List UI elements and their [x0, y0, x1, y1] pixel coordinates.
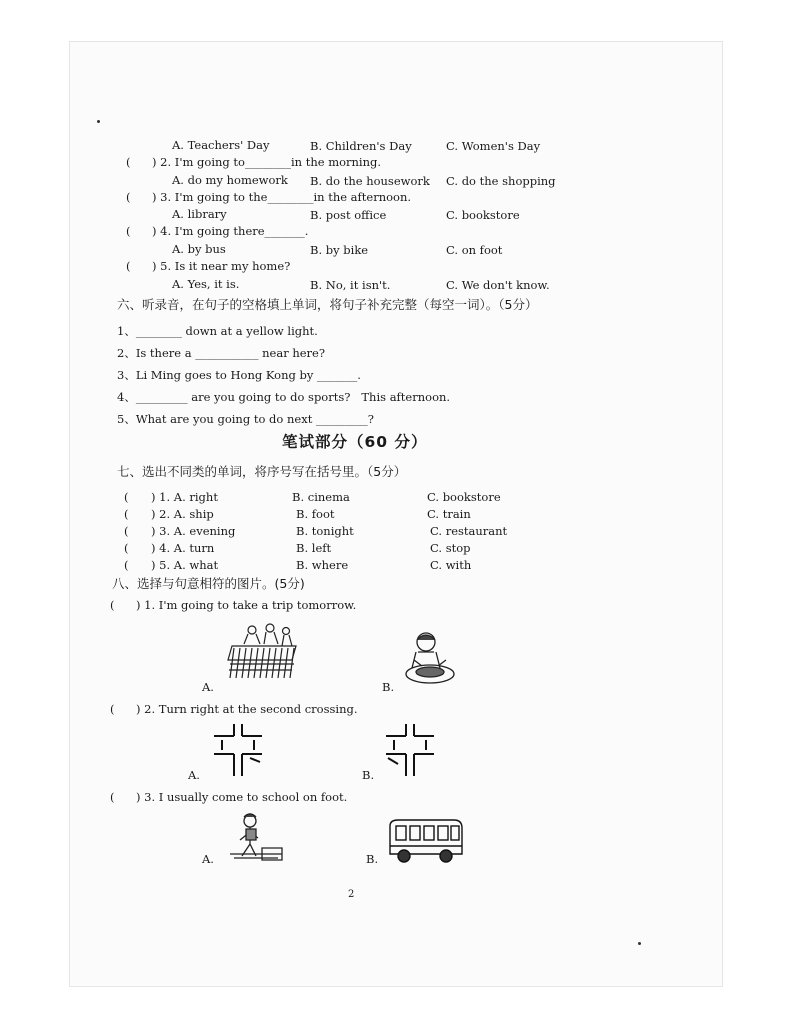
- q5-text: ) 5. Is it near my home?: [152, 259, 291, 273]
- section6-item-3: 3、Li Ming goes to Hong Kong by _______.: [117, 368, 361, 382]
- s8-q3-label-a: A.: [202, 852, 214, 866]
- s8-q3-paren[interactable]: (: [110, 790, 115, 804]
- walking-child-picture: [226, 812, 284, 864]
- q3-option-a: A. library: [172, 207, 227, 221]
- s7-row4-a: ) 4. A. turn: [151, 541, 215, 555]
- bike-riders-picture: [226, 620, 302, 680]
- section6-item-4: 4、_________ are you going to do sports? This afternoon.: [117, 390, 451, 404]
- crossing-map-picture: [212, 722, 264, 778]
- school-bus-picture: [386, 816, 464, 866]
- section6-heading: 六、听录音，在句子的空格填上单词，将句子补充完整（每空一词）。（5分）: [117, 297, 538, 312]
- s8-q2-label-b: B.: [362, 768, 375, 782]
- q2-paren[interactable]: (: [126, 155, 131, 169]
- s7-row3-c: C. restaurant: [430, 524, 508, 538]
- s8-q2-paren[interactable]: (: [110, 702, 115, 716]
- q4-paren[interactable]: (: [126, 224, 131, 238]
- section6-item-5: 5、What are you going to do next _________?: [117, 412, 374, 426]
- q4-option-c: C. on foot: [446, 243, 503, 257]
- q1-option-c: C. Women's Day: [446, 139, 541, 153]
- s7-row5-paren[interactable]: (: [124, 558, 129, 572]
- crossing-map-picture-b: [384, 722, 436, 778]
- q3-paren[interactable]: (: [126, 190, 131, 204]
- s7-row1-a: ) 1. A. right: [151, 490, 218, 504]
- s8-q3-text: ) 3. I usually come to school on foot.: [136, 790, 348, 804]
- s8-q1-label-a: A.: [202, 680, 214, 694]
- s7-row4-paren[interactable]: (: [124, 541, 129, 555]
- s7-row3-a: ) 3. A. evening: [151, 524, 236, 538]
- q1-option-b: B. Children's Day: [310, 139, 412, 153]
- s7-row5-c: C. with: [430, 558, 472, 572]
- s8-q1-text: ) 1. I'm going to take a trip tomorrow.: [136, 598, 357, 612]
- section6-item-1: 1、________ down at a yellow light.: [117, 324, 318, 338]
- s7-row5-a: ) 5. A. what: [151, 558, 219, 572]
- q4-option-a: A. by bus: [172, 242, 226, 256]
- scan-speck: [97, 120, 100, 123]
- s7-row1-c: C. bookstore: [427, 490, 501, 504]
- s8-q1-paren[interactable]: (: [110, 598, 115, 612]
- q2-option-b: B. do the housework: [310, 174, 430, 188]
- s8-q3-label-b: B.: [366, 852, 379, 866]
- q2-text: ) 2. I'm going to________in the morning.: [152, 155, 382, 169]
- q4-text: ) 4. I'm going there_______.: [152, 224, 309, 238]
- section6-item-2: 2、Is there a ___________ near here?: [117, 346, 326, 360]
- q1-option-a: A. Teachers' Day: [172, 138, 270, 152]
- q3-option-b: B. post office: [310, 208, 387, 222]
- s7-row3-paren[interactable]: (: [124, 524, 129, 538]
- s8-q2-text: ) 2. Turn right at the second crossing.: [136, 702, 358, 716]
- written-part-title: 笔试部分（60 分）: [282, 433, 428, 451]
- q4-option-b: B. by bike: [310, 243, 369, 257]
- q3-text: ) 3. I'm going to the________in the afternoon.: [152, 190, 412, 204]
- s7-row3-b: B. tonight: [296, 524, 354, 538]
- s7-row1-b: B. cinema: [292, 490, 350, 504]
- s7-row1-paren[interactable]: (: [124, 490, 129, 504]
- q2-option-c: C. do the shopping: [446, 174, 556, 188]
- s8-q1-label-b: B.: [382, 680, 395, 694]
- boy-with-bowl-picture: [402, 630, 458, 686]
- q5-option-c: C. We don't know.: [446, 278, 550, 292]
- section7-heading: 七、选出不同类的单词，将序号写在括号里。（5分）: [117, 464, 407, 479]
- s8-q2-label-a: A.: [188, 768, 200, 782]
- s7-row4-b: B. left: [296, 541, 332, 555]
- s7-row2-c: C. train: [427, 507, 471, 521]
- s7-row5-b: B. where: [296, 558, 349, 572]
- q2-option-a: A. do my homework: [172, 173, 288, 187]
- s7-row2-paren[interactable]: (: [124, 507, 129, 521]
- q5-option-a: A. Yes, it is.: [172, 277, 240, 291]
- section8-heading: 八、选择与句意相符的图片。(5分): [112, 576, 305, 591]
- scan-speck: [638, 942, 641, 945]
- page-number: 2: [348, 889, 355, 900]
- q3-option-c: C. bookstore: [446, 208, 520, 222]
- q5-option-b: B. No, it isn't.: [310, 278, 391, 292]
- s7-row2-b: B. foot: [296, 507, 335, 521]
- q5-paren[interactable]: (: [126, 259, 131, 273]
- s7-row4-c: C. stop: [430, 541, 471, 555]
- s7-row2-a: ) 2. A. ship: [151, 507, 214, 521]
